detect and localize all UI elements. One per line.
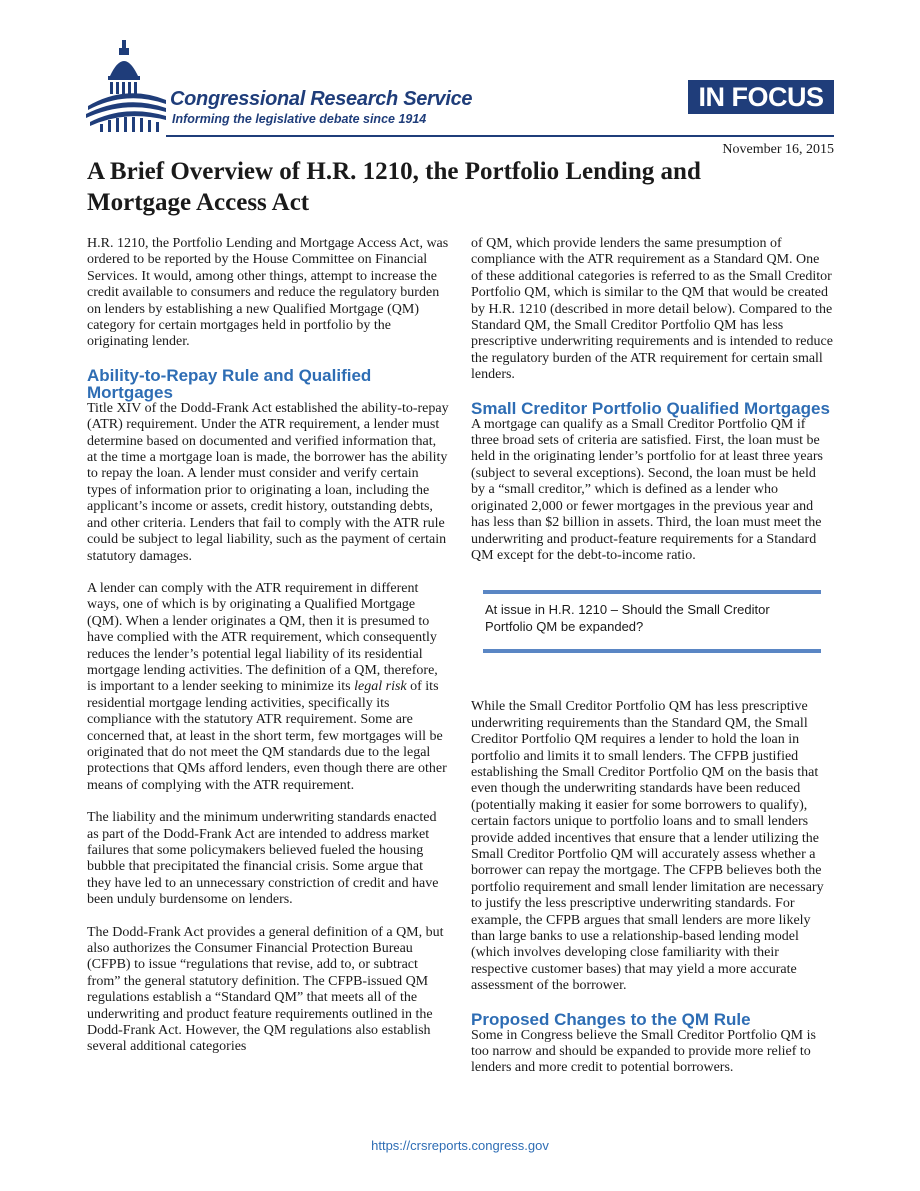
header bbox=[0, 0, 920, 140]
legal-risk-emphasis: legal risk bbox=[354, 679, 407, 695]
atr-paragraph-3: The liability and the minimum underwriting standards enacted as part of the Dodd-Frank Act are intended to address market failures that some policymakers believed fueled the housing bubble that precipitated the financial crisis. Some argue that they have led to an unnecessary constriction of credit and have been unduly burdensome on lenders. bbox=[87, 810, 439, 908]
footer-url-link[interactable]: https://crsreports.congress.gov bbox=[371, 1138, 549, 1153]
in-focus-badge: IN FOCUS bbox=[688, 80, 834, 114]
continued-paragraph: of QM, which provide lenders the same presumption of compliance with the ATR requirement as a Standard QM. One of these additional categories is referred to as the Small Creditor Portfolio QM, which is similar to the QM that would be created by H.R. 1210 (described in more detail below). Compared to the Standard QM, the Small Creditor Portfolio QM has less prescriptive underwriting requirements and is intended to reduce the regulatory burden of the ATR requirement for certain small lenders. bbox=[471, 236, 833, 383]
publication-date: November 16, 2015 bbox=[722, 142, 834, 157]
org-tagline: Informing the legislative debate since 1914 bbox=[172, 112, 427, 126]
intro-paragraph: H.R. 1210, the Portfolio Lending and Mortgage Access Act, was ordered to be reported by the House Committee on Financial Services. It would, among other things, attempt to increase the credit available to consumers and reduce the regulatory burden on lenders by establishing a new Qualified Mortgage (QM) category for certain mortgages held in portfolio by the originating lender. bbox=[87, 236, 449, 350]
atr-paragraph-2-start: A lender can comply with the ATR requirement in different ways, one of which is by originating a Qualified Mortgage (QM). When a lender originates a QM, then it is presumed to have complied with the ATR requirement, which consequently reduces the lender’s potential legal liability of its residential mortgage lending activities. The definition of a QM, therefore, is important to a lender seeking to minimize its bbox=[87, 580, 438, 695]
section-heading-atr: Ability-to-Repay Rule and Qualified Mortgages bbox=[87, 365, 372, 402]
section-heading-proposed-changes: Proposed Changes to the QM Rule bbox=[471, 1009, 751, 1029]
header-divider bbox=[166, 135, 834, 137]
page-title: A Brief Overview of H.R. 1210, the Portfolio Lending and Mortgage Access Act bbox=[87, 158, 701, 216]
atr-paragraph-1: Title XIV of the Dodd-Frank Act established the ability-to-repay (ATR) requirement. Under the ATR requirement, a lender must determine based on documented and verified information that, at the time a mortgage loan is made, the borrower has the ability to repay the loan. A lender must consider and verify certain types of information prior to originating a loan, including the applicant’s income or assets, credit history, outstanding debts, and other criteria. Lenders that fail to comply with the ATR rule could be subject to legal liability, such as the payment of certain statutory damages. bbox=[87, 400, 449, 564]
capitol-dome-logo-icon bbox=[86, 40, 166, 132]
small-creditor-paragraph-1: A mortgage can qualify as a Small Creditor Portfolio QM if three broad sets of criteria are satisfied. First, the loan must be held in the originating lender’s portfolio for at least three years (subject to several exceptions). Second, the loan must be held by a “small creditor,” which is defined as a lender who originated 2,000 or fewer mortgages in the previous year and has less than $2 billion in assets. Third, the loan must meet the underwriting and product-feature requirements for a Standard QM except for the debt-to-income ratio. bbox=[471, 416, 823, 563]
org-name: Congressional Research Service bbox=[170, 88, 473, 110]
atr-paragraph-2-end: of its residential mortgage lending activities, specifically its compliance with the statutory ATR requirement. Some are concerned that, at least in the short term, few mortgages will be originated that do not meet the QM standards due to the legal protections that QMs afford lenders, even though there are other means of complying with the ATR requirement. bbox=[87, 679, 447, 793]
atr-paragraph-2 bbox=[87, 581, 449, 794]
small-creditor-paragraph-2: While the Small Creditor Portfolio QM has less prescriptive underwriting requirements than the Standard QM, the Small Creditor Portfolio QM requires a lender to hold the loan in portfolio and limits it to small lenders. The CFPB justified establishing the Small Creditor Portfolio QM on the basis that even though the underwriting standards have been reduced (potentially making it easier for some borrowers to qualify), certain factors unique to portfolio loans and to small lenders provide added incentives that ensure that a lender utilizing the Small Creditor Portfolio QM will accurately assess whether a borrower can repay the mortgage. The CFPB believes both the portfolio requirement and small lender limitation are necessary to justify the less prescriptive underwriting standards. For example, the CFPB argues that small lenders are more likely than large banks to use a relationship-based lending model (which involves developing close familiarity with their respective customer bases) that may yield a more accurate assessment of the borrower. bbox=[471, 699, 824, 994]
section-heading-small-creditor: Small Creditor Portfolio Qualified Mortgages bbox=[471, 398, 830, 418]
proposed-changes-paragraph: Some in Congress believe the Small Creditor Portfolio QM is too narrow and should be expanded to provide more relief to lenders and more credit to potential borrowers. bbox=[471, 1027, 816, 1076]
left-column bbox=[87, 236, 449, 1072]
issue-callout-box bbox=[483, 590, 821, 653]
issue-callout-text: At issue in H.R. 1210 – Should the Small Creditor Portfolio QM be expanded? bbox=[485, 602, 770, 634]
right-column bbox=[471, 236, 833, 1093]
atr-paragraph-4: The Dodd-Frank Act provides a general definition of a QM, but also authorizes the Consumer Financial Protection Bureau (CFPB) to issue “regulations that revise, add to, or subtract from” the general statutory definition. The CFPB-issued QM regulations establish a “Standard QM” that meets all of the underwriting and product feature requirements outlined in the Dodd-Frank Act. However, the QM regulations also establish several additional categories bbox=[87, 924, 444, 1055]
